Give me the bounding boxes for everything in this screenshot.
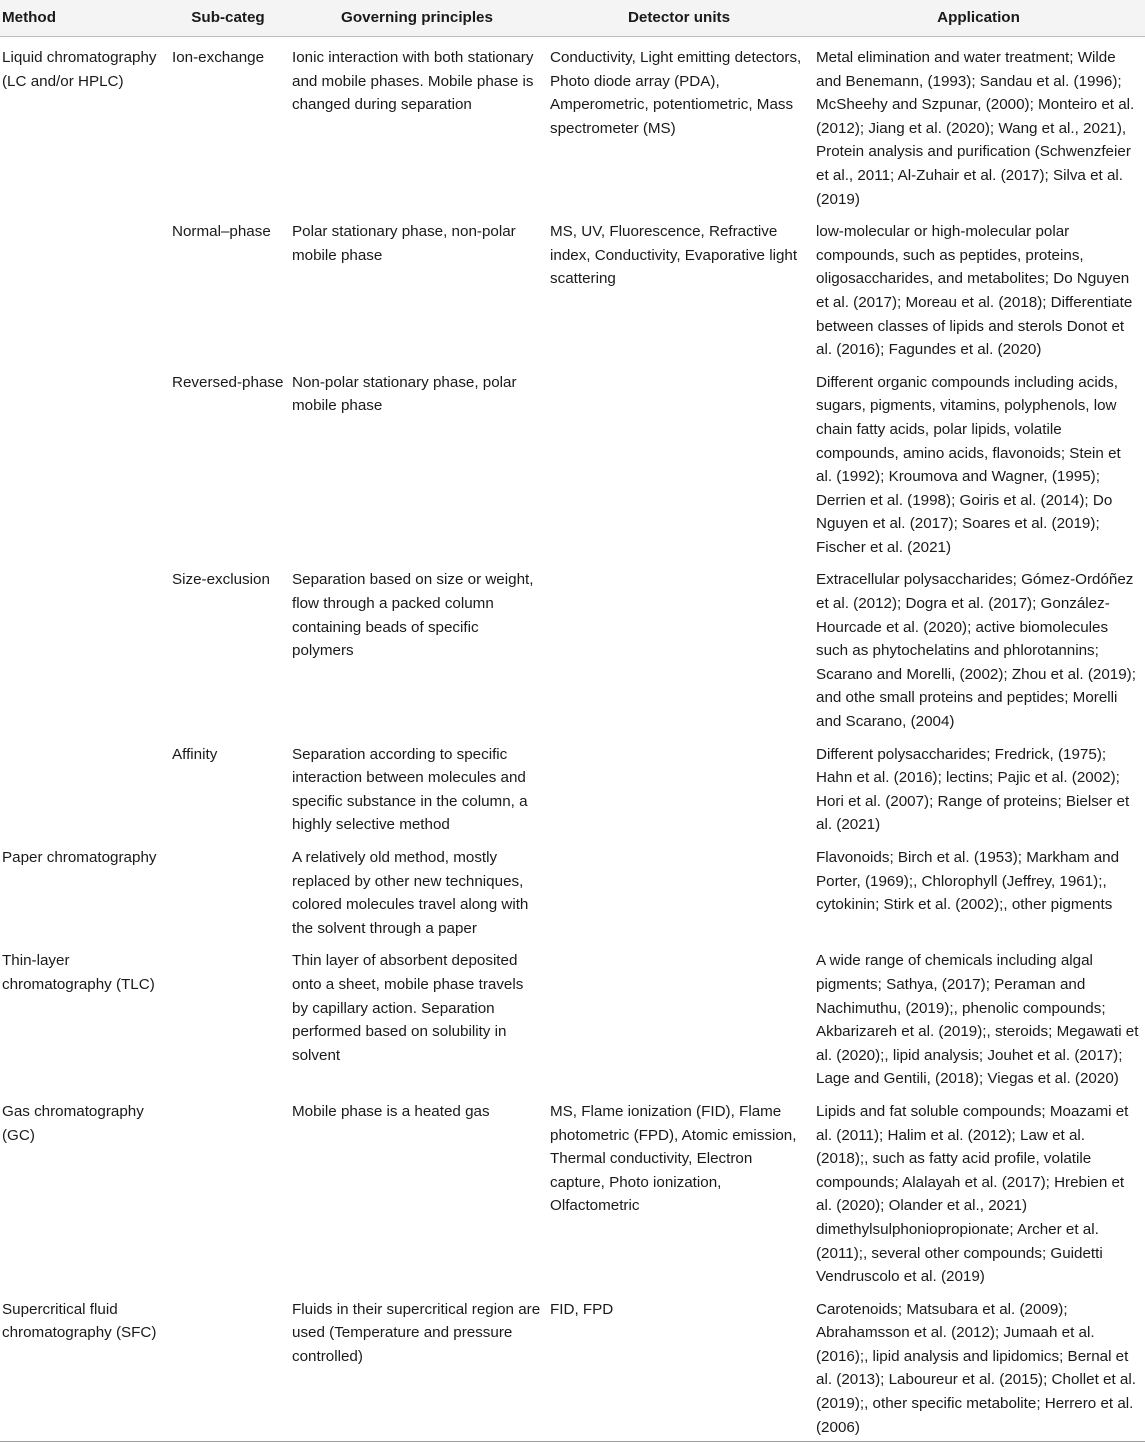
principles-cell: Mobile phase is a heated gas — [292, 1102, 490, 1120]
detectors-cell — [546, 559, 812, 733]
application-cell: Flavonoids; Birch et al. (1953); Markham and Porter, (1969);, Chlorophyll (Jeffrey, 1961);, cytokinin; Stirk et al. (2002);, other pigments — [816, 849, 1120, 914]
principles-cell: Fluids in their supercritical region are used (Temperature and pressure controlled) — [288, 1289, 546, 1442]
detectors-cell: MS, UV, Fluorescence, Refractive index, Conductivity, Evaporative light scattering — [550, 223, 798, 288]
application-cell: Different polysaccharides; Fredrick, (1975); Hahn et al. (2016); lectins; Pajic et al. (2002); Hori et al. (2007); Range of proteins; Bielser et al. (2021) — [816, 745, 1130, 834]
application-cell: Different organic compounds including acids, sugars, pigments, vitamins, polyphenols, low chain fatty acids, polar lipids, volatile compounds, amino acids, flavonoids; Stein et al. (1992); Kroumova and Wagner, (1995); Derrien et al. (1998); Goiris et al. (2014); Do Nguyen et al. (2017); Soares et al. (2019); Fischer et al. (2021) — [816, 373, 1121, 556]
sub-category-cell: Normal–phase — [172, 223, 271, 241]
principles-cell: Ionic interaction with both stationary and mobile phases. Mobile phase is changed during separation — [292, 49, 534, 114]
sub-category-cell — [168, 1289, 288, 1442]
application-cell: Metal elimination and water treatment; Wilde and Benemann, (1993); Sandau et al. (1996); McSheehy and Szpunar, (2000); Monteiro et al. (2012); Jiang et al. (2020); Wang et al., 2021), Protein analysis and purification (Schwenzfeier et al., 2011; Al-Zuhair et al. (2017); Silva et al. (2019) — [816, 49, 1135, 208]
principles-cell: Thin layer of absorbent deposited onto a sheet, mobile phase travels by capillary action. Separation performed based on solubility in solvent — [292, 952, 524, 1064]
application-cell: Extracellular polysaccharides; Gómez-Ordóñez et al. (2012); Dogra et al. (2017); González-Hourcade et al. (2020); active biomolecules such as phytochelatins and phlorotannins; Scarano and Morelli, (2002); Zhou et al. (2019); and othe small proteins and peptides; Morelli and Scarano, (2004) — [816, 571, 1136, 731]
method-cell — [0, 559, 168, 733]
header-detector-units: Detector units — [546, 0, 812, 37]
header-method: Method — [0, 0, 168, 37]
table-row — [0, 734, 1145, 837]
method-cell — [0, 362, 168, 560]
method-cell: Supercritical fluid chromatography (SFC) — [0, 1289, 168, 1442]
sub-category-cell — [168, 940, 288, 1091]
principles-cell: A relatively old method, mostly replaced by other new techniques, colored molecules travel along with the solvent through a paper — [292, 849, 529, 937]
principles-cell: Polar stationary phase, non-polar mobile phase — [292, 223, 516, 264]
table-row — [0, 837, 1145, 940]
detectors-cell — [546, 940, 812, 1091]
detectors-cell — [546, 362, 812, 560]
detectors-cell: MS, Flame ionization (FID), Flame photometric (FPD), Atomic emission, Thermal conductivity, Electron capture, Photo ionization, Olfactometric — [550, 1102, 797, 1215]
sub-category-cell — [168, 1091, 288, 1289]
sub-category-cell: Affinity — [172, 745, 218, 763]
table-row — [0, 940, 1145, 1091]
method-cell: Gas chromatography (GC) — [2, 1102, 144, 1144]
detectors-cell — [546, 734, 812, 837]
sub-category-cell: Size-exclusion — [172, 571, 270, 589]
header-row — [0, 0, 1145, 37]
sub-category-cell: Reversed-phase — [172, 373, 284, 391]
method-cell — [0, 734, 168, 837]
detectors-cell: FID, FPD — [546, 1289, 812, 1442]
method-cell: Liquid chromatography (LC and/or HPLC) — [2, 49, 157, 90]
application-cell: Lipids and fat soluble compounds; Moazami et al. (2011); Halim et al. (2012); Law et al. (2018);, such as fatty acid profile, volatile compounds; Alalayah et al. (2017); Hrebien et al. (2020); Olander et al., 2021) dimethylsulphoniopropionate; Archer et al. (2011);, several other compounds; Guidetti Vendruscolo et al. (2019) — [816, 1102, 1129, 1286]
sub-category-cell: Ion-exchange — [172, 49, 265, 66]
table-row — [0, 1289, 1145, 1442]
header-application: Application — [812, 0, 1145, 37]
method-cell: Thin-layer chromatography (TLC) — [2, 952, 155, 993]
header-sub-category: Sub-categ — [168, 0, 288, 37]
detectors-cell: Conductivity, Light emitting detectors, Photo diode array (PDA), Amperometric, potentiometric, Mass spectrometer (MS) — [550, 49, 802, 137]
table-row — [0, 559, 1145, 733]
application-cell: low-molecular or high-molecular polar compounds, such as peptides, proteins, oligosaccharides, and metabolites; Do Nguyen et al. (2017); Moreau et al. (2018); Differentiate between classes of lipids and sterols Donot et al. (2016); Fagundes et al. (2020) — [816, 223, 1133, 359]
principles-cell: Separation according to specific interaction between molecules and specific substance in the column, a highly selective method — [292, 745, 528, 834]
table-row — [0, 362, 1145, 560]
table-row — [0, 211, 1145, 362]
principles-cell: Non-polar stationary phase, polar mobile phase — [292, 373, 517, 415]
application-cell: A wide range of chemicals including algal pigments; Sathya, (2017); Peraman and Nachimuthu, (2019);, phenolic compounds; Akbarizareh et al. (2019);, steroids; Megawati et al. (2020);, lipid analysis; Jouhet et al. (2017); Lage and Gentili, (2018); Viegas et al. (2020) — [816, 952, 1139, 1088]
table-row — [0, 1091, 1145, 1289]
table-row — [0, 37, 1145, 212]
method-cell — [0, 211, 168, 362]
sub-category-cell — [168, 837, 288, 940]
detectors-cell — [546, 837, 812, 940]
header-governing-principles: Governing principles — [288, 0, 546, 37]
application-cell: Carotenoids; Matsubara et al. (2009); Abrahamsson et al. (2012); Jumaah et al. (2016);, lipid analysis and lipidomics; Bernal et al. (2013); Laboureur et al. (2015); Chollet et al. (2019);, other specific metabolite; Herrero et al. (2006) — [812, 1289, 1145, 1442]
principles-cell: Separation based on size or weight, flow through a packed column containing beads of specific polymers — [292, 571, 534, 660]
method-cell: Paper chromatography — [2, 849, 157, 866]
